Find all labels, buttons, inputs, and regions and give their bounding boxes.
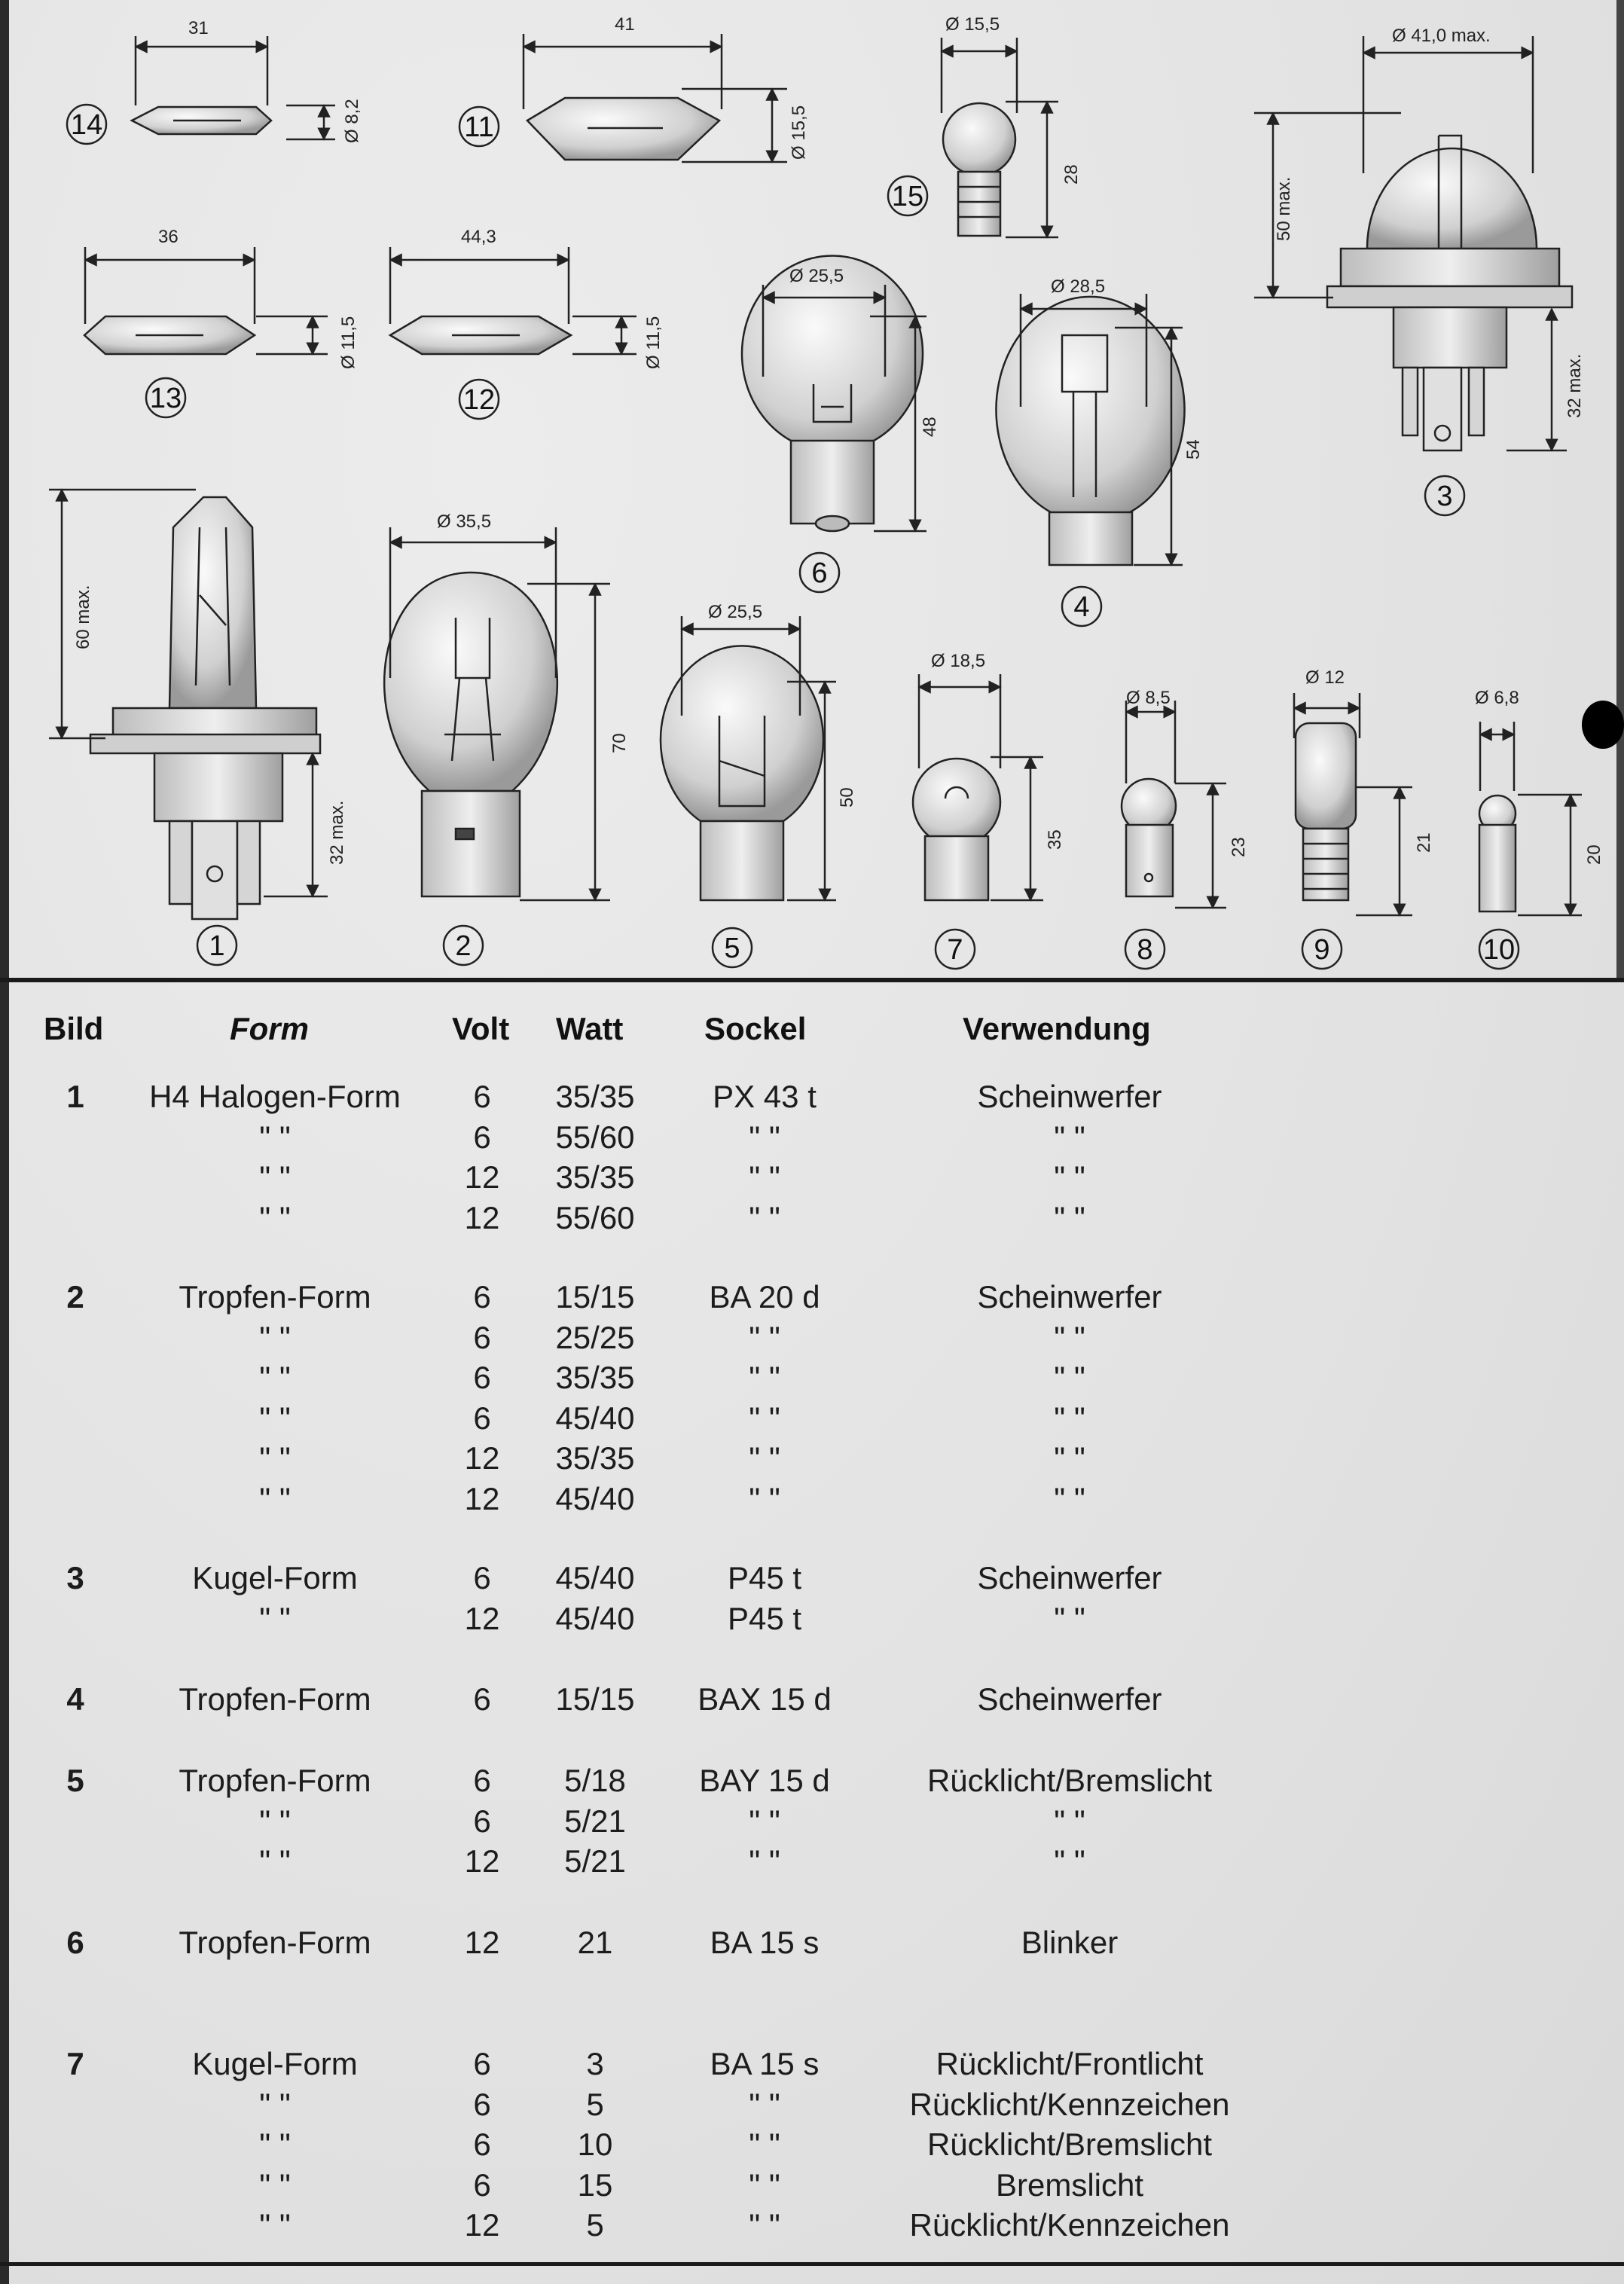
dim-15-diam: Ø 15,5: [945, 14, 1000, 35]
volt-cell: 6: [473, 2086, 491, 2122]
volt-cell: 12: [464, 1600, 500, 1636]
volt-cell: 6: [473, 1279, 491, 1315]
sockel-cell: BA 15 s: [710, 1925, 820, 1960]
fig-num-5: 5: [724, 933, 740, 964]
watt-cell: 25/25: [555, 1319, 635, 1355]
volt-cell: 12: [464, 1925, 500, 1960]
form-cell: " ": [259, 1400, 291, 1436]
volt-cell: 12: [464, 1159, 500, 1195]
volt-cell: 6: [473, 1560, 491, 1595]
bild-number: 4: [66, 1681, 84, 1717]
dim-9-diam: Ø 12: [1305, 667, 1345, 688]
dim-5-diam: Ø 25,5: [708, 602, 763, 622]
dim-6-diam: Ø 25,5: [789, 266, 844, 286]
verwendung-cell: " ": [1054, 1119, 1085, 1155]
header-bild: Bild: [44, 1011, 104, 1046]
bild-number: 7: [66, 2046, 84, 2081]
verwendung-cell: Scheinwerfer: [977, 1079, 1162, 1114]
dim-12-length: 44,3: [461, 227, 496, 247]
watt-cell: 5/21: [564, 1803, 626, 1839]
verwendung-cell: Rücklicht/Bremslicht: [926, 1763, 1213, 1798]
bulb-8: [1122, 701, 1226, 969]
bulb-6: [742, 255, 926, 592]
dim-14-diam: Ø 8,2: [342, 99, 362, 143]
dim-5-height: 50: [837, 787, 857, 808]
watt-cell: 5: [586, 2207, 604, 2243]
fig-num-3: 3: [1436, 481, 1453, 512]
sockel-cell: PX 43 t: [713, 1079, 817, 1114]
verwendung-cell: " ": [1054, 1843, 1085, 1879]
dim-11-length: 41: [615, 14, 635, 35]
bulb-figures: [0, 0, 1624, 978]
verwendung-cell: Rücklicht/Frontlicht: [936, 2046, 1204, 2081]
verwendung-cell: " ": [1054, 1600, 1085, 1636]
dim-13-length: 36: [158, 227, 179, 247]
sockel-cell: " ": [749, 2207, 780, 2243]
dim-7-diam: Ø 18,5: [931, 651, 986, 671]
verwendung-cell: Blinker: [1021, 1925, 1119, 1960]
form-cell: " ": [259, 1159, 291, 1195]
bild-number: 3: [66, 1560, 84, 1595]
watt-cell: 5/18: [564, 1763, 626, 1798]
volt-cell: 6: [473, 2046, 491, 2081]
fig-num-10: 10: [1482, 934, 1516, 966]
watt-cell: 5: [586, 2086, 604, 2122]
dim-12-diam: Ø 11,5: [643, 316, 664, 369]
volt-cell: 6: [473, 1681, 491, 1717]
verwendung-cell: Rücklicht/Bremslicht: [926, 2127, 1213, 2162]
fig-num-12: 12: [462, 384, 496, 416]
form-cell: " ": [259, 2127, 291, 2162]
bulb-1: [49, 490, 328, 965]
fig-num-15: 15: [891, 181, 924, 212]
dim-7-height: 35: [1045, 829, 1065, 850]
dim-15-height: 28: [1061, 164, 1082, 185]
form-cell: " ": [259, 2086, 291, 2122]
dim-2-diam: Ø 35,5: [437, 511, 492, 532]
volt-cell: 6: [473, 1319, 491, 1355]
dim-3-height: 50 max.: [1274, 176, 1294, 241]
form-cell: " ": [259, 1843, 291, 1879]
header-volt: Volt: [452, 1011, 510, 1046]
volt-cell: 12: [464, 2207, 500, 2243]
watt-cell: 15: [577, 2166, 613, 2203]
sockel-cell: " ": [749, 1159, 780, 1195]
volt-cell: 6: [473, 2127, 491, 2162]
dim-1-height: 60 max.: [73, 585, 93, 649]
bulb-5: [661, 616, 836, 967]
form-cell: Tropfen-Form: [179, 1925, 371, 1960]
form-cell: " ": [259, 2207, 291, 2243]
volt-cell: 6: [473, 1803, 491, 1839]
volt-cell: 6: [473, 2166, 491, 2203]
volt-cell: 12: [464, 1843, 500, 1879]
bild-number: 6: [66, 1925, 84, 1960]
volt-cell: 6: [473, 1119, 491, 1155]
dim-3-base: 32 max.: [1564, 353, 1585, 418]
sockel-cell: BA 20 d: [709, 1279, 820, 1315]
form-cell: Kugel-Form: [192, 2046, 358, 2081]
dim-11-diam: Ø 15,5: [789, 105, 809, 160]
dim-10-height: 20: [1584, 844, 1604, 865]
form-cell: Tropfen-Form: [179, 1763, 371, 1798]
watt-cell: 35/35: [555, 1360, 635, 1395]
form-cell: " ": [259, 1480, 291, 1516]
fig-num-4: 4: [1073, 591, 1090, 623]
watt-cell: 5/21: [564, 1843, 626, 1879]
dim-10-diam: Ø 6,8: [1475, 688, 1519, 708]
watt-cell: 35/35: [555, 1079, 635, 1114]
fig-num-14: 14: [70, 109, 103, 141]
watt-cell: 35/35: [555, 1440, 635, 1476]
sockel-cell: " ": [749, 1843, 780, 1879]
dim-8-height: 23: [1229, 837, 1249, 857]
fig-num-13: 13: [149, 383, 182, 414]
form-cell: Tropfen-Form: [179, 1279, 371, 1315]
section-divider: [0, 978, 1624, 982]
bulb-10: [1479, 722, 1582, 969]
watt-cell: 35/35: [555, 1159, 635, 1195]
dim-6-height: 48: [920, 417, 940, 437]
form-cell: " ": [259, 1199, 291, 1235]
watt-cell: 10: [577, 2127, 613, 2162]
verwendung-cell: " ": [1054, 1400, 1085, 1436]
watt-cell: 21: [577, 1925, 613, 1960]
volt-cell: 12: [464, 1440, 500, 1476]
watt-cell: 15/15: [555, 1279, 635, 1315]
sockel-cell: " ": [749, 1360, 780, 1395]
watt-cell: 55/60: [555, 1119, 635, 1155]
sockel-cell: " ": [749, 1199, 780, 1235]
watt-cell: 45/40: [555, 1600, 635, 1636]
form-cell: " ": [259, 1119, 291, 1155]
bulb-drawings: [0, 0, 1624, 978]
verwendung-cell: " ": [1054, 1360, 1085, 1395]
sockel-cell: " ": [749, 1119, 780, 1155]
form-cell: " ": [259, 1440, 291, 1476]
fig-num-11: 11: [464, 111, 494, 143]
fig-num-8: 8: [1137, 934, 1153, 966]
sockel-cell: " ": [749, 1319, 780, 1355]
header-form: Form: [230, 1011, 309, 1046]
bulb-4: [997, 294, 1185, 626]
bulb-14: [67, 36, 335, 144]
watt-cell: 3: [586, 2046, 604, 2081]
dim-4-height: 54: [1183, 439, 1204, 460]
form-cell: Tropfen-Form: [179, 1681, 371, 1717]
bottom-divider: [0, 2262, 1624, 2266]
form-cell: " ": [259, 1360, 291, 1395]
dim-4-diam: Ø 28,5: [1051, 276, 1106, 297]
form-cell: " ": [259, 1803, 291, 1839]
sockel-cell: " ": [749, 1480, 780, 1516]
sockel-cell: P45 t: [727, 1600, 802, 1636]
verwendung-cell: Scheinwerfer: [977, 1560, 1162, 1595]
sockel-cell: BA 15 s: [710, 2046, 820, 2081]
verwendung-cell: " ": [1054, 1803, 1085, 1839]
dim-3-diam: Ø 41,0 max.: [1392, 26, 1491, 46]
verwendung-cell: " ": [1054, 1199, 1085, 1235]
dim-13-diam: Ø 11,5: [338, 316, 359, 369]
form-cell: Kugel-Form: [192, 1560, 358, 1595]
form-cell: " ": [259, 1600, 291, 1636]
verwendung-cell: " ": [1054, 1319, 1085, 1355]
verwendung-cell: Rücklicht/Kennzeichen: [909, 2086, 1230, 2122]
sockel-cell: " ": [749, 2127, 780, 2162]
fig-num-6: 6: [811, 557, 828, 589]
verwendung-cell: " ": [1054, 1440, 1085, 1476]
sockel-cell: " ": [749, 1803, 780, 1839]
dim-14-length: 31: [188, 18, 209, 38]
verwendung-cell: " ": [1054, 1480, 1085, 1516]
header-watt: Watt: [556, 1011, 624, 1046]
sockel-cell: P45 t: [727, 1560, 802, 1595]
bulb-9: [1294, 693, 1412, 969]
volt-cell: 6: [473, 1079, 491, 1114]
bulb-3: [1254, 36, 1572, 515]
volt-cell: 12: [464, 1199, 500, 1235]
sockel-cell: BAX 15 d: [698, 1681, 832, 1717]
volt-cell: 6: [473, 1360, 491, 1395]
volt-cell: 6: [473, 1763, 491, 1798]
bild-number: 5: [66, 1763, 84, 1798]
fig-num-2: 2: [455, 930, 472, 962]
volt-cell: 6: [473, 1400, 491, 1436]
fig-num-9: 9: [1314, 934, 1330, 966]
watt-cell: 15/15: [555, 1681, 635, 1717]
sockel-cell: " ": [749, 1440, 780, 1476]
dim-8-diam: Ø 8,5: [1126, 688, 1171, 708]
verwendung-cell: " ": [1054, 1159, 1085, 1195]
form-cell: H4 Halogen-Form: [149, 1079, 401, 1114]
bild-number: 2: [66, 1279, 84, 1315]
verwendung-cell: Scheinwerfer: [977, 1279, 1162, 1315]
verwendung-cell: Scheinwerfer: [977, 1681, 1162, 1717]
bulb-7: [913, 674, 1043, 969]
bulb-12: [390, 247, 636, 419]
sockel-cell: " ": [749, 2086, 780, 2122]
fig-num-1: 1: [209, 930, 225, 962]
watt-cell: 55/60: [555, 1199, 635, 1235]
figure-numbers: [71, 109, 1515, 966]
fig-num-7: 7: [947, 934, 963, 966]
header-sockel: Sockel: [704, 1011, 807, 1046]
dim-2-height: 70: [609, 733, 630, 753]
watt-cell: 45/40: [555, 1560, 635, 1595]
sockel-cell: BAY 15 d: [699, 1763, 830, 1798]
dim-1-base: 32 max.: [327, 800, 347, 865]
bild-number: 1: [66, 1079, 84, 1114]
bulb-2: [384, 527, 610, 965]
verwendung-cell: Rücklicht/Kennzeichen: [909, 2207, 1230, 2243]
header-verwendung: Verwendung: [963, 1011, 1151, 1046]
sockel-cell: " ": [749, 2166, 780, 2203]
watt-cell: 45/40: [555, 1400, 635, 1436]
sockel-cell: " ": [749, 1400, 780, 1436]
watt-cell: 45/40: [555, 1480, 635, 1516]
dim-9-height: 21: [1414, 832, 1434, 853]
form-cell: " ": [259, 1319, 291, 1355]
bulb-13: [84, 247, 328, 417]
bulb-11: [459, 34, 787, 162]
verwendung-cell: Bremslicht: [995, 2166, 1144, 2203]
form-cell: " ": [259, 2166, 291, 2203]
volt-cell: 12: [464, 1480, 500, 1516]
